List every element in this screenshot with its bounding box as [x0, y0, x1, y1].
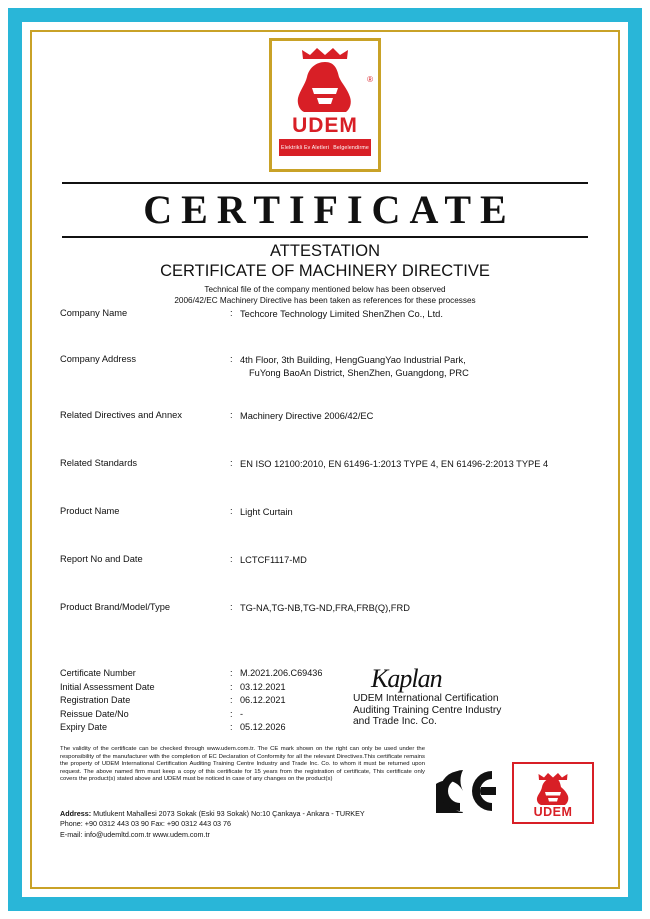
field-label: Related Standards: [60, 458, 138, 468]
field-label: Company Name: [60, 308, 128, 318]
notes-block: [34, 284, 616, 306]
meta-value: 06.12.2021: [240, 695, 286, 706]
field-row: [34, 506, 616, 554]
signature-line-2: Auditing Training Centre Industry: [353, 704, 502, 716]
field-value-line1: 4th Floor, 3th Building, HengGuangYao Industrial Park,: [240, 355, 466, 365]
meta-label: Reissue Date/No: [60, 708, 129, 719]
field-row: [34, 458, 616, 506]
meta-colon: :: [230, 708, 233, 719]
field-colon: :: [230, 506, 233, 516]
field-value-line2: FuYong BaoAn District, ShenZhen, Guangdong, PRC: [249, 368, 469, 378]
title-rule-bottom: [62, 236, 588, 238]
field-row: [34, 354, 616, 410]
logo-ribbon: [279, 139, 371, 156]
address-label: Address:: [60, 809, 92, 818]
meta-label: Certificate Number: [60, 668, 136, 678]
field-row: [34, 602, 616, 650]
field-value: LCTCF1117-MD: [240, 555, 307, 565]
meta-label: Initial Assessment Date: [60, 681, 155, 692]
note-line-2: 2006/42/EC Machinery Directive has been taken as references for these processes: [174, 296, 476, 305]
field-colon: :: [230, 458, 233, 468]
udem-logo: [269, 38, 381, 172]
certificate-content: [34, 34, 616, 885]
address-line: [60, 809, 460, 819]
field-label: Product Brand/Model/Type: [60, 602, 171, 612]
ribbon-right-text: Belgelendirme: [333, 144, 369, 151]
registered-mark: ®: [367, 75, 373, 84]
field-colon: :: [230, 410, 233, 420]
signature-image: Kaplan: [371, 664, 442, 693]
field-label: Related Directives and Annex: [60, 410, 182, 420]
signature-block: [353, 664, 598, 729]
meta-colon: :: [230, 681, 233, 692]
crown-icon: [301, 47, 349, 59]
title-rule-top: [62, 182, 588, 184]
disclaimer-text: The validity of the certificate can be checked through www.udem.com.tr. The CE mark shown on the right can only be used under the responsibility of the manufacturer with the completion of EC Declaration of Conformity for all the relevant Directives.This certificate remains the property of UDEM International Certification Auditing Training Centre Industry and Trade Inc. Co. to whom it must be returned upon request. The above named firm must keep a copy of this certificate for 15 years from the registration of certificate, This certificate only covers the product(s) stated above and UDEM must be noticed in case of any changes on the product(s): [60, 746, 425, 783]
horse-icon: [292, 60, 358, 114]
field-value: Machinery Directive 2006/42/EC: [240, 411, 374, 421]
horse-icon: [534, 777, 572, 805]
meta-value: 05.12.2026: [240, 722, 286, 733]
fields-list: [34, 308, 616, 650]
field-colon: :: [230, 354, 233, 364]
logo-brand: UDEM: [292, 114, 358, 137]
field-colon: :: [230, 602, 233, 612]
crown-icon: [538, 768, 568, 776]
field-value: Techcore Technology Limited ShenZhen Co., Ltd.: [240, 309, 443, 319]
certificate-subtitle: CERTIFICATE OF MACHINERY DIRECTIVE: [160, 262, 490, 280]
address-value: Mutlukent Mahallesi 2073 Sokak (Eski 93 Sokak) No:10 Çankaya - Ankara - TURKEY: [93, 809, 365, 818]
note-line-1: Technical file of the company mentioned below has been observed: [204, 285, 446, 294]
field-label: Company Address: [60, 354, 136, 364]
field-row: [34, 554, 616, 602]
meta-value: -: [240, 708, 244, 719]
field-colon: :: [230, 308, 233, 318]
attestation-heading: ATTESTATION: [270, 242, 380, 260]
udem-logo-footer: [512, 762, 594, 824]
phone-line: Phone: +90 0312 443 03 90 Fax: +90 0312 443 03 76: [60, 819, 232, 829]
field-value: [240, 354, 596, 380]
signature-line-3: and Trade Inc. Co.: [353, 716, 437, 727]
logo-brand: UDEM: [533, 804, 573, 819]
meta-label: Expiry Date: [60, 722, 108, 733]
meta-colon: :: [230, 722, 233, 733]
field-value: Light Curtain: [240, 507, 293, 517]
meta-value: 03.12.2021: [240, 681, 286, 692]
ce-mark-icon: [436, 769, 498, 813]
field-value: TG-NA,TG-NB,TG-ND,FRA,FRB(Q),FRD: [240, 603, 410, 613]
page-title: CERTIFICATE: [143, 187, 516, 232]
field-value: EN ISO 12100:2010, EN 61496-1:2013 TYPE 4, EN 61496-2:2013 TYPE 4: [240, 459, 549, 469]
contact-block: [60, 809, 460, 840]
field-row: [34, 308, 616, 354]
field-row: [34, 410, 616, 458]
signature-line-1: UDEM International Certification: [353, 693, 499, 704]
field-label: Report No and Date: [60, 554, 143, 564]
meta-label: Registration Date: [60, 695, 131, 706]
meta-value: M.2021.206.C69436: [240, 668, 323, 678]
field-label: Product Name: [60, 506, 120, 516]
meta-colon: :: [230, 668, 233, 678]
meta-colon: :: [230, 695, 233, 706]
field-colon: :: [230, 554, 233, 564]
ribbon-left-text: Elektrikli Ev Aletleri: [281, 144, 330, 151]
email-line: E-mail: info@udemltd.com.tr www.udem.com.tr: [60, 829, 210, 839]
